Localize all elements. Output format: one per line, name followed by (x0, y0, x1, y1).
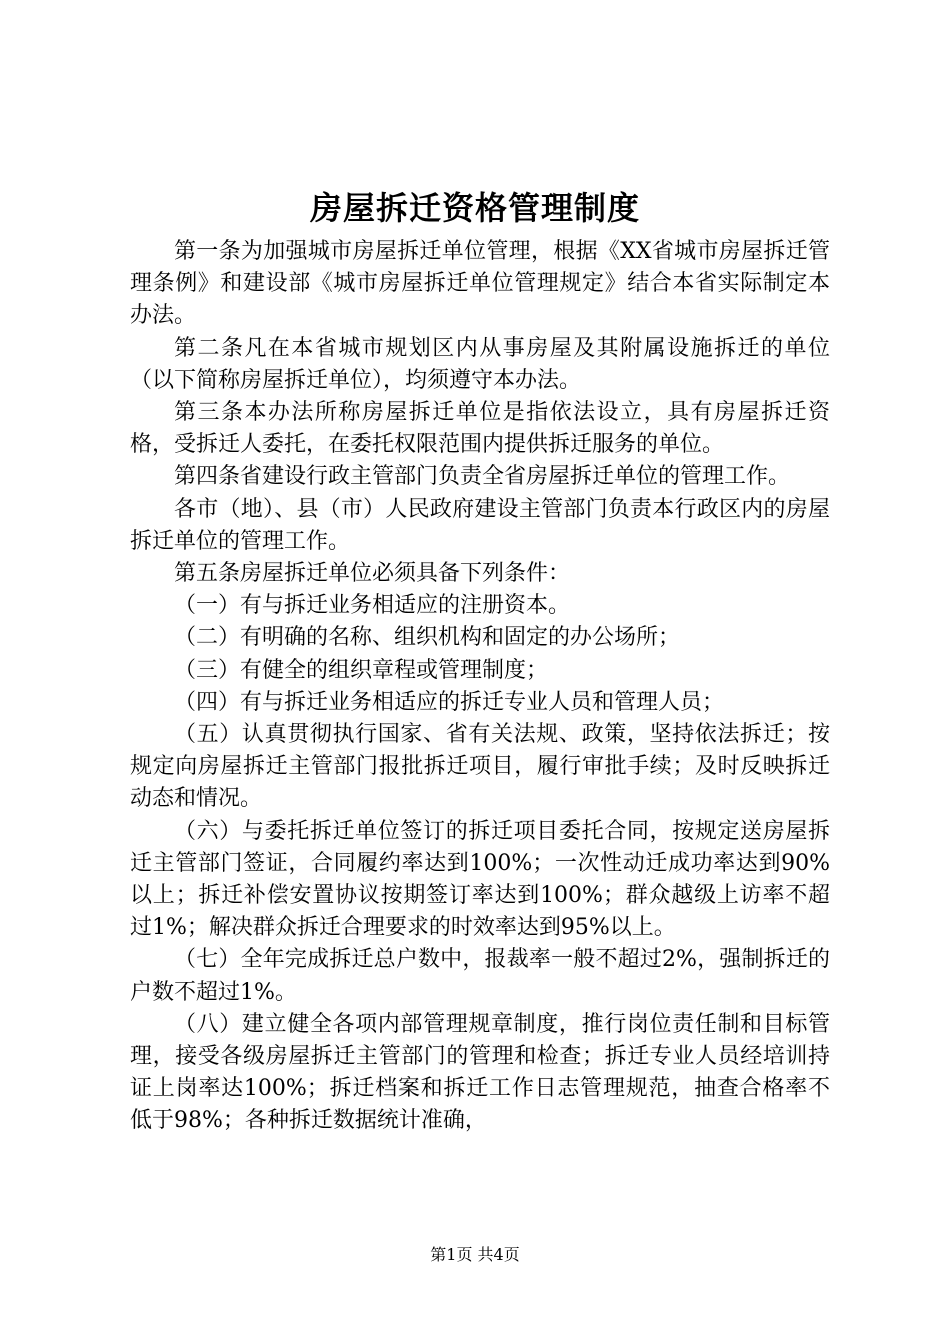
paragraph-article-2: 第二条凡在本省城市规划区内从事房屋及其附属设施拆迁的单位（以下简称房屋拆迁单位），均须遵守本办法。 (130, 335, 830, 393)
paragraph-condition-7: （七）全年完成拆迁总户数中，报裁率一般不超过2%，强制拆迁的户数不超过1%。 (130, 947, 830, 1005)
paragraph-article-4: 第四条省建设行政主管部门负责全省房屋拆迁单位的管理工作。 (174, 464, 791, 490)
paragraph-condition-5: （五）认真贯彻执行国家、省有关法规、政策，坚持依法拆迁；按规定向房屋拆迁主管部门报批拆迁项目，履行审批手续；及时反映拆迁动态和情况。 (130, 722, 830, 812)
paragraph-article-3: 第三条本办法所称房屋拆迁单位是指依法设立，具有房屋拆迁资格，受拆迁人委托，在委托权限范围内提供拆迁服务的单位。 (130, 400, 830, 458)
paragraph-article-1: 第一条为加强城市房屋拆迁单位管理，根据《XX省城市房屋拆迁管理条例》和建设部《城市房屋拆迁单位管理规定》结合本省实际制定本办法。 (130, 239, 830, 329)
paragraph-condition-3: （三）有健全的组织章程或管理制度； (174, 657, 549, 683)
document-body (130, 236, 830, 1138)
paragraph-condition-4: （四）有与拆迁业务相适应的拆迁专业人员和管理人员； (174, 689, 725, 715)
paragraph-condition-6: （六）与委托拆迁单位签订的拆迁项目委托合同，按规定送房屋拆迁主管部门签证，合同履约率达到100%；一次性动迁成功率达到90%以上；拆迁补偿安置协议按期签订率达到100%；群众越级上访率不超过1%；解决群众拆迁合理要求的时效率达到95%以上。 (130, 818, 830, 941)
paragraph-condition-1: （一）有与拆迁业务相适应的注册资本。 (174, 593, 571, 619)
page-number-footer: 第1页 共4页 (430, 1245, 520, 1264)
paragraph-article-4-local: 各市（地）、县（市）人民政府建设主管部门负责本行政区内的房屋拆迁单位的管理工作。 (130, 496, 830, 554)
paragraph-condition-2: （二）有明确的名称、组织机构和固定的办公场所； (174, 625, 681, 651)
paragraph-condition-8: （八）建立健全各项内部管理规章制度，推行岗位责任制和目标管理，接受各级房屋拆迁主管部门的管理和检查；拆迁专业人员经培训持证上岗率达100%；拆迁档案和拆迁工作日志管理规范，抽查合格率不低于98%；各种拆迁数据统计准确， (130, 1011, 830, 1134)
paragraph-article-5: 第五条房屋拆迁单位必须具备下列条件： (174, 561, 571, 587)
document-title: 房屋拆迁资格管理制度 (309, 189, 640, 227)
